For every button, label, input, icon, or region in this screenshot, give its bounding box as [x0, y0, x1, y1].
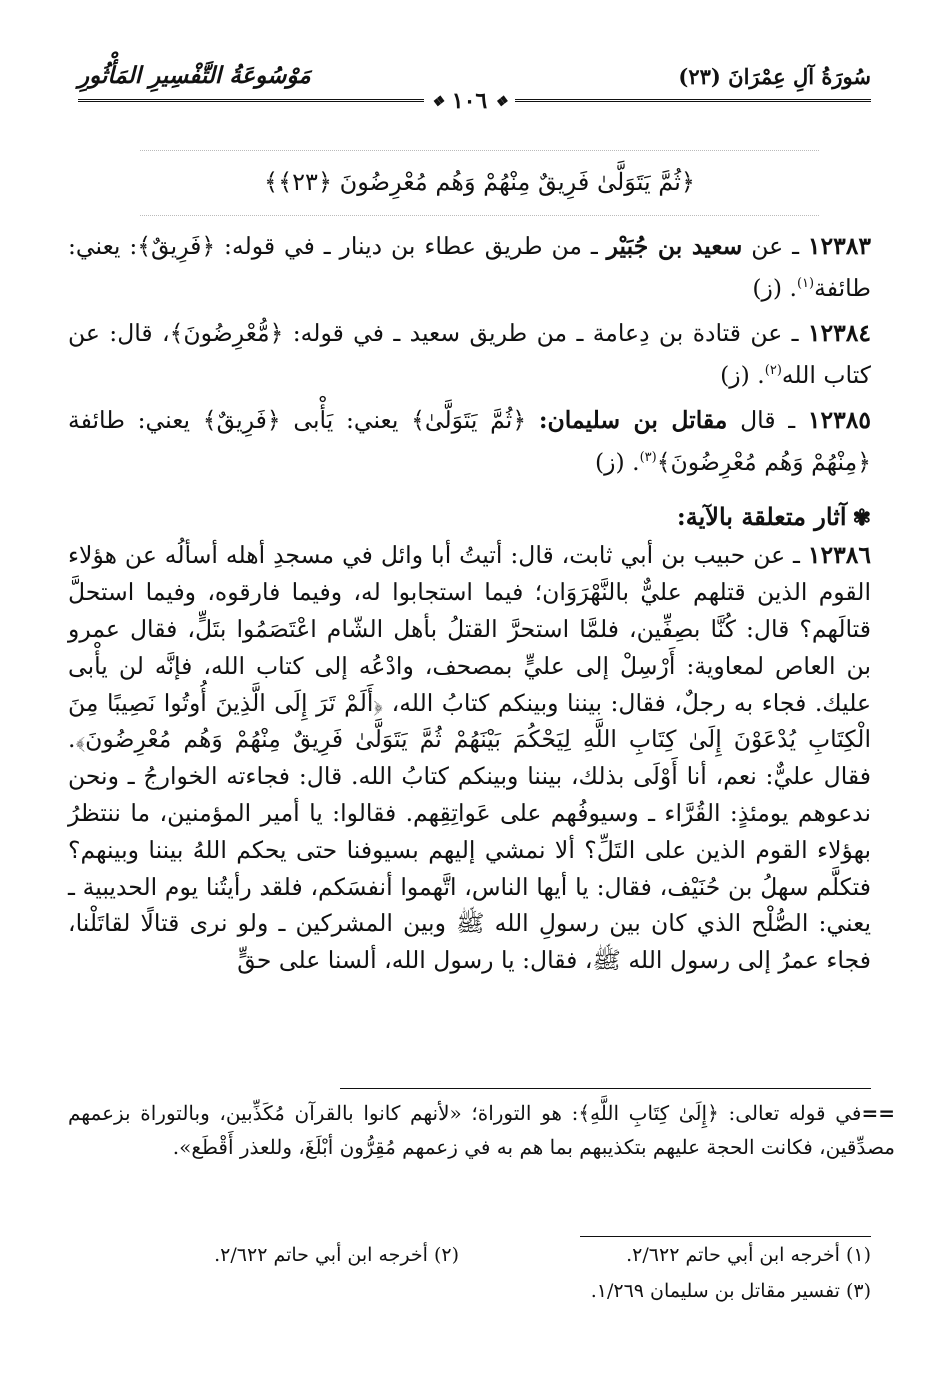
page-number-wrap: [0, 88, 939, 114]
narration-text: ـ عن حبيب بن أبي ثابت، قال: أتيتُ أبا وائل في مسجدِ أهله أسألُه عن هؤلاء القوم الذين قتلهم عليٌّ بالنَّهْرَوَان؛ فيما استجابوا له، وفيما فارقوه، وفيما استحلَّ قتالَهم؟ قال: كُنَّا بصِفِّين، فلمَّا استحرَّ القتلُ بأهل الشّام اعْتَصَمُوا بتَلٍّ، فقال عمرو بن العاص لمعاوية: أَرْسِلْ إلى عليٍّ بمصحف، وادْعُه إلى كتاب الله، فإنَّه لن يأْبى عليك. فجاء به رجلٌ، فقال: بيننا وبينكم كتابُ الله، ﴿أَلَمْ تَرَ إِلَى الَّذِينَ أُوتُوا نَصِيبًا مِنَ الْكِتَابِ يُدْعَوْنَ إِلَىٰ كِتَابِ اللَّهِ لِيَحْكُمَ بَيْنَهُمْ ثُمَّ يَتَوَلَّىٰ فَرِيقٌ مِنْهُمْ وَهُم مُعْرِضُونَ﴾. فقال عليٌّ: نعم، أنا أَوْلَى بذلك، بيننا وبينكم كتابُ الله. قال: فجاءته الخوارجُ ـ ونحن ندعوهم يومئذٍ: القُرَّاء ـ وسيوفُهم على عَواتِقِهم. فقالوا: يا أمير المؤمنين، ما ننتظرُ بهؤلاء القوم الذين على التَلِّ؟ ألا نمشي إليهم بسيوفنا حتى يحكم اللهُ بيننا وبينهم؟ فتكلَّم سهلُ بن حُنَيْف، فقال: يا أيها الناس، اتَّهموا أنفسَكم، فلقد رأيتُنا يوم الحديبية ـ يعني: الصُّلْح الذي كان بين رسولِ الله ﷺ وبين المشركين ـ ولو نرى قتالًا لقاتَلْنا، فجاء عمرُ إلى رسول الله ﷺ، فقال: يا رسول الله، ألسنا على حقٍّ: [68, 541, 871, 975]
footnote-ref[interactable]: (١): [796, 276, 815, 291]
footnote-3: (٣) تفسير مقاتل بن سليمان ١/٢٦٩.: [590, 1280, 871, 1302]
ornament-icon: ❖: [431, 94, 445, 110]
narration-entry: [68, 537, 871, 979]
footnote-ref[interactable]: (٢): [764, 362, 782, 378]
narration-end: . (ز): [720, 360, 765, 389]
section-heading: [68, 502, 871, 531]
main-text: [68, 228, 871, 987]
narration-number: ١٢٣٨٦: [807, 541, 871, 570]
footnote-ref[interactable]: (٣): [639, 449, 657, 465]
narration-text: ـ عن قتادة بن دِعامة ـ من طريق سعيد ـ في قوله: ﴿مُّعْرِضُونَ﴾، قال: عن كتاب الله: [68, 318, 871, 389]
dotted-rule: [140, 150, 819, 151]
narration-text: ﴿ثُمَّ يَتَوَلَّىٰ﴾ يعني: يَأْبى ﴿فَرِيقٌ﴾ يعني: طائفة ﴿مِنْهُمْ وَهُم مُعْرِضُونَ﴾: [68, 405, 871, 476]
narrator-name: سعيد بن جُبَيْر: [606, 232, 743, 260]
flower-ornament-icon: ✾: [852, 505, 871, 532]
footnote-1: (١) أخرجه ابن أبي حاتم ٢/٦٢٢.: [626, 1244, 871, 1266]
narration-number: ١٢٣٨٤: [807, 318, 871, 347]
verse-banner: [140, 150, 819, 216]
narration-end: . (ز): [752, 273, 797, 302]
section-heading-text: آثار متعلقة بالآية:: [676, 502, 847, 532]
page-number: ١٠٦: [451, 88, 488, 114]
narration-entry: [68, 228, 871, 307]
ornament-icon: ❖: [494, 94, 508, 110]
footnote-separator: [340, 1088, 871, 1089]
narration-end: . (ز): [594, 447, 640, 476]
narrator-name: مقاتل بن سليمان:: [538, 405, 728, 434]
narration-text: ـ عن: [742, 232, 808, 260]
surah-title: سُورَةُ آلِ عِمْرَانَ (٢٣): [678, 64, 871, 89]
verse-text: ﴿ثُمَّ يَتَوَلَّىٰ فَرِيقٌ مِنْهُمْ وَهُم مُعْرِضُونَ ﴿٢٣﴾﴾: [264, 168, 695, 196]
narration-entry: [68, 402, 871, 481]
narration-text: ـ من طريق عطاء بن دينار ـ في قوله: ﴿فَرِيقٌ﴾: يعني: طائفة: [68, 232, 871, 302]
narration-number: ١٢٣٨٥: [807, 405, 872, 434]
narration-entry: [68, 315, 871, 394]
footnote-separator: [580, 1236, 871, 1237]
narration-text: ـ قال: [727, 405, 808, 434]
dotted-rule: [140, 215, 819, 216]
footnote-continuation-text: في قوله تعالى: ﴿إِلَىٰ كِتَابِ اللَّهِ﴾: هو التوراة؛ «لأنهم كانوا بالقرآن مُكَذِّبين، وبالتوراة بزعمهم مصدِّقين، فكانت الحجة عليهم بتكذيبهم بما هم به في زعمهم مُقِرُّون أبْلَغَ، وللعذر أَقْطَع».: [68, 1101, 895, 1159]
book-title: مَوْسُوعَةُ التَّفْسِيرِ المَأْثُورِ: [78, 62, 311, 89]
continuation-mark: ==: [861, 1101, 895, 1125]
narration-number: ١٢٣٨٣: [807, 232, 871, 260]
footnote-2: (٢) أخرجه ابن أبي حاتم ٢/٦٢٢.: [214, 1244, 459, 1266]
footnote-continuation: [68, 1096, 895, 1164]
